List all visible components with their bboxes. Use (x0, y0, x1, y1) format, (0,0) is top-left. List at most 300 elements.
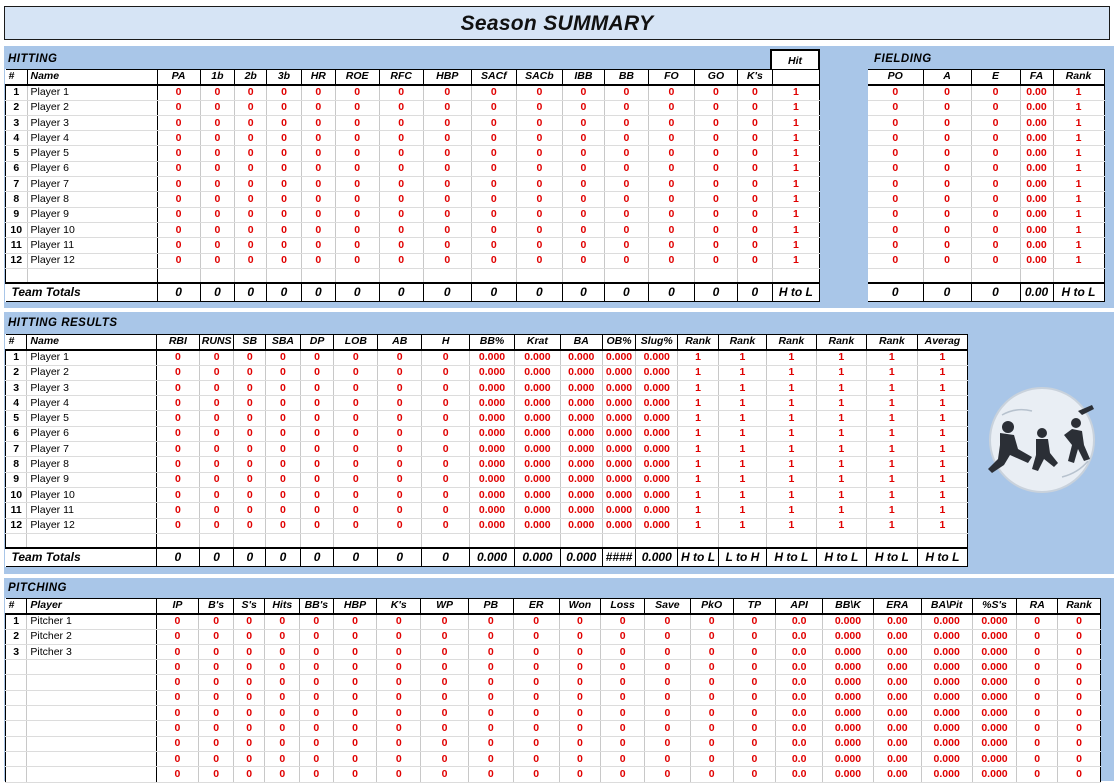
totals-row (868, 283, 1104, 301)
value-cell: 0 (601, 706, 645, 721)
row-number (6, 660, 27, 675)
empty-cell (971, 268, 1020, 283)
empty-cell (718, 533, 766, 548)
total-cell: 0 (868, 283, 923, 301)
value-cell: 1 (1053, 85, 1104, 100)
value-cell: 0.00 (1020, 131, 1053, 146)
value-cell: 0 (868, 253, 923, 268)
total-cell: 0 (423, 283, 471, 301)
row-number (6, 675, 27, 690)
value-cell: 1 (917, 396, 967, 411)
value-cell: 0 (233, 690, 265, 705)
value-cell: 0.000 (560, 396, 602, 411)
value-cell: 0 (267, 192, 302, 207)
value-cell: 0.00 (873, 690, 921, 705)
value-cell: 0 (468, 660, 513, 675)
value-cell: 0.000 (514, 411, 560, 426)
value-cell: 0 (300, 675, 334, 690)
header-row (6, 70, 820, 85)
empty-cell (917, 533, 967, 548)
value-cell: 0.000 (514, 503, 560, 518)
column-header: PA (157, 70, 200, 85)
value-cell: 0 (644, 614, 690, 629)
value-cell: 0 (733, 660, 776, 675)
value-cell: 1 (917, 380, 967, 395)
blank-row (6, 268, 820, 283)
blank-row (6, 533, 968, 548)
value-cell: 0.000 (823, 721, 874, 736)
value-cell: 0 (733, 736, 776, 751)
value-cell: 0 (1058, 706, 1101, 721)
value-cell: 0 (156, 660, 199, 675)
player-name (27, 736, 156, 751)
value-cell: 0 (648, 238, 694, 253)
value-cell: 0 (333, 736, 377, 751)
column-header: RBI (156, 335, 199, 350)
row-number: 11 (6, 238, 28, 253)
value-cell: 0.000 (470, 365, 515, 380)
value-cell: 0.00 (1020, 253, 1053, 268)
value-cell: 0 (737, 177, 772, 192)
total-cell: L to H (718, 548, 766, 566)
value-cell: 0.000 (823, 736, 874, 751)
value-cell: 0 (157, 100, 200, 115)
value-cell: 0 (562, 115, 604, 130)
value-cell: 0 (377, 736, 421, 751)
row-number: 5 (6, 146, 28, 161)
value-cell: 0 (516, 161, 562, 176)
fielding-table (868, 69, 1105, 302)
value-cell: 1 (678, 426, 719, 441)
value-cell: 0.000 (823, 751, 874, 766)
value-cell: 0 (378, 411, 422, 426)
value-cell: 0.000 (636, 487, 678, 502)
value-cell: 0.00 (1020, 238, 1053, 253)
value-cell: 0 (199, 751, 234, 766)
value-cell: 0 (694, 161, 737, 176)
value-cell: 0 (377, 690, 421, 705)
player-name (27, 675, 156, 690)
value-cell: 0 (300, 442, 334, 457)
value-cell: 1 (1053, 100, 1104, 115)
value-cell: 0 (604, 207, 648, 222)
column-header: GO (694, 70, 737, 85)
value-cell: 0 (733, 690, 776, 705)
value-cell: 0.00 (873, 751, 921, 766)
table-row (868, 146, 1104, 161)
table-row (6, 131, 820, 146)
value-cell: 0 (604, 115, 648, 130)
value-cell: 0 (235, 131, 267, 146)
value-cell: 0 (157, 253, 200, 268)
value-cell: 0 (422, 426, 470, 441)
value-cell: 0.0 (776, 767, 823, 782)
value-cell: 0 (333, 706, 377, 721)
value-cell: 0 (379, 238, 423, 253)
column-header: RUNS (199, 335, 234, 350)
value-cell: 1 (766, 503, 816, 518)
value-cell: 0 (604, 131, 648, 146)
column-header: Player (27, 599, 156, 614)
value-cell: 1 (1053, 131, 1104, 146)
value-cell: 0 (737, 161, 772, 176)
table-row (6, 146, 820, 161)
value-cell: 1 (866, 365, 917, 380)
page-title: Season SUMMARY (460, 12, 654, 35)
column-header: # (6, 70, 28, 85)
value-cell: 1 (678, 457, 719, 472)
value-cell: 0 (516, 238, 562, 253)
player-name: Player 5 (27, 411, 157, 426)
value-cell: 0 (468, 736, 513, 751)
value-cell: 0 (235, 253, 267, 268)
column-header: Rank (866, 335, 917, 350)
table-row (868, 131, 1104, 146)
value-cell: 0 (200, 85, 235, 100)
value-cell: 0 (648, 131, 694, 146)
value-cell: 0.000 (636, 380, 678, 395)
value-cell: 1 (718, 442, 766, 457)
value-cell: 1 (1053, 177, 1104, 192)
table-row (6, 629, 1101, 644)
value-cell: 0.00 (1020, 115, 1053, 130)
value-cell: 0 (156, 350, 199, 365)
value-cell: 1 (678, 396, 719, 411)
value-cell: 0 (265, 736, 300, 751)
value-cell: 0 (334, 396, 378, 411)
value-cell: 0 (423, 85, 471, 100)
value-cell: 0 (379, 85, 423, 100)
value-cell: 0.000 (972, 736, 1017, 751)
value-cell: 0 (516, 207, 562, 222)
value-cell: 0 (200, 177, 235, 192)
value-cell: 0.000 (921, 660, 972, 675)
value-cell: 0 (971, 222, 1020, 237)
value-cell: 0 (422, 411, 470, 426)
value-cell: 0.000 (602, 365, 636, 380)
value-cell: 0 (199, 675, 234, 690)
value-cell: 0 (200, 207, 235, 222)
value-cell: 0 (157, 115, 200, 130)
value-cell: 0 (422, 472, 470, 487)
value-cell: 0 (156, 472, 199, 487)
column-header: H (422, 335, 470, 350)
value-cell: 1 (766, 380, 816, 395)
value-cell: 1 (917, 472, 967, 487)
value-cell: 0 (335, 161, 379, 176)
row-number: 12 (6, 253, 28, 268)
table-row (868, 192, 1104, 207)
value-cell: 0 (234, 457, 266, 472)
value-cell: 0 (379, 222, 423, 237)
value-cell: 1 (766, 442, 816, 457)
value-cell: 0 (266, 442, 301, 457)
value-cell: 0 (1017, 721, 1058, 736)
value-cell: 0 (267, 115, 302, 130)
player-name: Pitcher 1 (27, 614, 156, 629)
value-cell: 0 (199, 487, 234, 502)
value-cell: 0 (300, 365, 334, 380)
total-cell: 0.000 (560, 548, 602, 566)
value-cell: 0 (379, 161, 423, 176)
row-number: 1 (6, 350, 27, 365)
player-name: Player 3 (27, 380, 157, 395)
value-cell: 0 (334, 457, 378, 472)
value-cell: 0 (516, 100, 562, 115)
value-cell: 1 (1053, 253, 1104, 268)
value-cell: 0 (733, 751, 776, 766)
total-cell: H to L (866, 548, 917, 566)
table-row (6, 100, 820, 115)
value-cell: 0.000 (470, 487, 515, 502)
value-cell: 0 (300, 396, 334, 411)
column-header: API (776, 599, 823, 614)
empty-cell (6, 533, 27, 548)
value-cell: 0 (301, 85, 335, 100)
value-cell: 0 (601, 751, 645, 766)
player-name: Player 7 (27, 442, 157, 457)
value-cell: 0 (234, 472, 266, 487)
value-cell: 0 (604, 253, 648, 268)
value-cell: 0 (156, 767, 199, 782)
value-cell: 1 (866, 411, 917, 426)
value-cell: 0 (868, 222, 923, 237)
value-cell: 0 (601, 736, 645, 751)
row-number: 6 (6, 161, 28, 176)
value-cell: 0 (333, 644, 377, 659)
value-cell: 0 (648, 146, 694, 161)
value-cell: 0 (423, 115, 471, 130)
value-cell: 0 (1017, 675, 1058, 690)
value-cell: 0 (468, 614, 513, 629)
value-cell: 0 (422, 365, 470, 380)
value-cell: 1 (772, 100, 819, 115)
value-cell: 0.000 (921, 706, 972, 721)
value-cell: 0 (559, 736, 601, 751)
value-cell: 0.00 (1020, 161, 1053, 176)
empty-cell (234, 533, 266, 548)
value-cell: 0 (423, 238, 471, 253)
table-row (6, 177, 820, 192)
value-cell: 0.000 (470, 350, 515, 365)
player-name: Player 11 (27, 503, 157, 518)
value-cell: 0.000 (823, 690, 874, 705)
empty-cell (604, 268, 648, 283)
value-cell: 0 (333, 721, 377, 736)
value-cell: 1 (718, 487, 766, 502)
value-cell: 1 (678, 350, 719, 365)
value-cell: 1 (766, 426, 816, 441)
value-cell: 0 (334, 472, 378, 487)
value-cell: 0 (648, 100, 694, 115)
value-cell: 0 (335, 222, 379, 237)
value-cell: 0 (471, 177, 516, 192)
value-cell: 0.0 (776, 690, 823, 705)
value-cell: 0 (300, 472, 334, 487)
column-header: 3b (267, 70, 302, 85)
value-cell: 0 (335, 192, 379, 207)
value-cell: 0 (300, 457, 334, 472)
empty-cell (562, 268, 604, 283)
value-cell: 0 (690, 706, 733, 721)
value-cell: 0 (377, 675, 421, 690)
value-cell: 0 (335, 177, 379, 192)
value-cell: 0 (421, 706, 469, 721)
value-cell: 0 (235, 177, 267, 192)
value-cell: 0.000 (602, 426, 636, 441)
value-cell: 1 (718, 472, 766, 487)
value-cell: 0 (200, 146, 235, 161)
table-row (6, 253, 820, 268)
table-row (868, 161, 1104, 176)
value-cell: 0 (601, 721, 645, 736)
value-cell: 0 (648, 192, 694, 207)
value-cell: 0 (471, 222, 516, 237)
column-header: SB (234, 335, 266, 350)
player-name: Player 8 (27, 457, 157, 472)
value-cell: 0.0 (776, 660, 823, 675)
value-cell: 0 (601, 690, 645, 705)
row-number: 2 (6, 365, 27, 380)
value-cell: 0 (333, 675, 377, 690)
value-cell: 0 (1017, 614, 1058, 629)
value-cell: 0 (379, 192, 423, 207)
value-cell: 0 (335, 146, 379, 161)
value-cell: 0 (300, 644, 334, 659)
value-cell: 0 (690, 751, 733, 766)
column-header: Averag (917, 335, 967, 350)
value-cell: 0 (604, 85, 648, 100)
value-cell: 0.0 (776, 629, 823, 644)
empty-cell (27, 268, 157, 283)
value-cell: 0 (301, 207, 335, 222)
empty-cell (378, 533, 422, 548)
value-cell: 1 (772, 131, 819, 146)
value-cell: 0 (513, 660, 559, 675)
value-cell: 0 (868, 177, 923, 192)
empty-cell (1053, 268, 1104, 283)
value-cell: 0 (379, 177, 423, 192)
player-name: Player 9 (27, 472, 157, 487)
column-header: FA (1020, 70, 1053, 85)
value-cell: 1 (816, 365, 866, 380)
value-cell: 0 (379, 115, 423, 130)
value-cell: 0 (301, 222, 335, 237)
value-cell: 1 (917, 411, 967, 426)
value-cell: 0.000 (470, 472, 515, 487)
value-cell: 0 (157, 146, 200, 161)
value-cell: 0 (156, 426, 199, 441)
value-cell: 0 (690, 614, 733, 629)
value-cell: 0 (1058, 690, 1101, 705)
value-cell: 0 (423, 253, 471, 268)
value-cell: 0 (971, 192, 1020, 207)
value-cell: 0.00 (873, 736, 921, 751)
row-number: 2 (6, 100, 28, 115)
value-cell: 0 (923, 131, 971, 146)
value-cell: 0 (513, 675, 559, 690)
value-cell: 0 (234, 411, 266, 426)
value-cell: 0 (334, 380, 378, 395)
value-cell: 0 (694, 238, 737, 253)
value-cell: 0 (156, 442, 199, 457)
value-cell: 0 (156, 503, 199, 518)
value-cell: 1 (917, 487, 967, 502)
value-cell: 1 (678, 472, 719, 487)
total-cell: 0.00 (1020, 283, 1053, 301)
value-cell: 0 (334, 365, 378, 380)
value-cell: 0 (1017, 767, 1058, 782)
value-cell: 0 (468, 629, 513, 644)
value-cell: 0 (379, 253, 423, 268)
value-cell: 0 (378, 380, 422, 395)
column-header: BB% (470, 335, 515, 350)
value-cell: 0 (423, 131, 471, 146)
value-cell: 1 (766, 518, 816, 533)
value-cell: 0 (333, 614, 377, 629)
value-cell: 0 (516, 146, 562, 161)
value-cell: 0 (300, 706, 334, 721)
title-bar (4, 6, 1110, 40)
empty-cell (423, 268, 471, 283)
value-cell: 0 (513, 629, 559, 644)
value-cell: 0 (378, 426, 422, 441)
value-cell: 0 (233, 629, 265, 644)
value-cell: 0 (562, 253, 604, 268)
row-number: 10 (6, 222, 28, 237)
row-number: 11 (6, 503, 27, 518)
value-cell: 1 (816, 380, 866, 395)
value-cell: 0 (300, 503, 334, 518)
value-cell: 0 (421, 629, 469, 644)
value-cell: 1 (718, 426, 766, 441)
value-cell: 0 (233, 736, 265, 751)
value-cell: 0 (266, 426, 301, 441)
value-cell: 0 (737, 100, 772, 115)
empty-cell (301, 268, 335, 283)
value-cell: 0 (471, 207, 516, 222)
empty-cell (923, 268, 971, 283)
value-cell: 0 (300, 614, 334, 629)
value-cell: 0.000 (636, 503, 678, 518)
value-cell: 0 (300, 767, 334, 782)
value-cell: 0 (421, 690, 469, 705)
player-name: Player 11 (27, 238, 157, 253)
hitting-label: HITTING (8, 53, 58, 65)
value-cell: 0.00 (873, 675, 921, 690)
value-cell: 0 (378, 350, 422, 365)
player-name (27, 721, 156, 736)
value-cell: 0 (733, 629, 776, 644)
value-cell: 0 (513, 767, 559, 782)
table-row (6, 380, 968, 395)
value-cell: 0 (1017, 690, 1058, 705)
value-cell: 0 (379, 146, 423, 161)
value-cell: 0 (377, 629, 421, 644)
value-cell: 1 (718, 350, 766, 365)
value-cell: 0.000 (921, 614, 972, 629)
value-cell: 0 (265, 690, 300, 705)
value-cell: 0 (157, 161, 200, 176)
value-cell: 0 (601, 675, 645, 690)
value-cell: 0.000 (636, 365, 678, 380)
value-cell: 1 (718, 457, 766, 472)
value-cell: 0.000 (636, 457, 678, 472)
value-cell: 0.00 (873, 660, 921, 675)
empty-cell (235, 268, 267, 283)
value-cell: 0.00 (1020, 85, 1053, 100)
value-cell: 0 (377, 751, 421, 766)
